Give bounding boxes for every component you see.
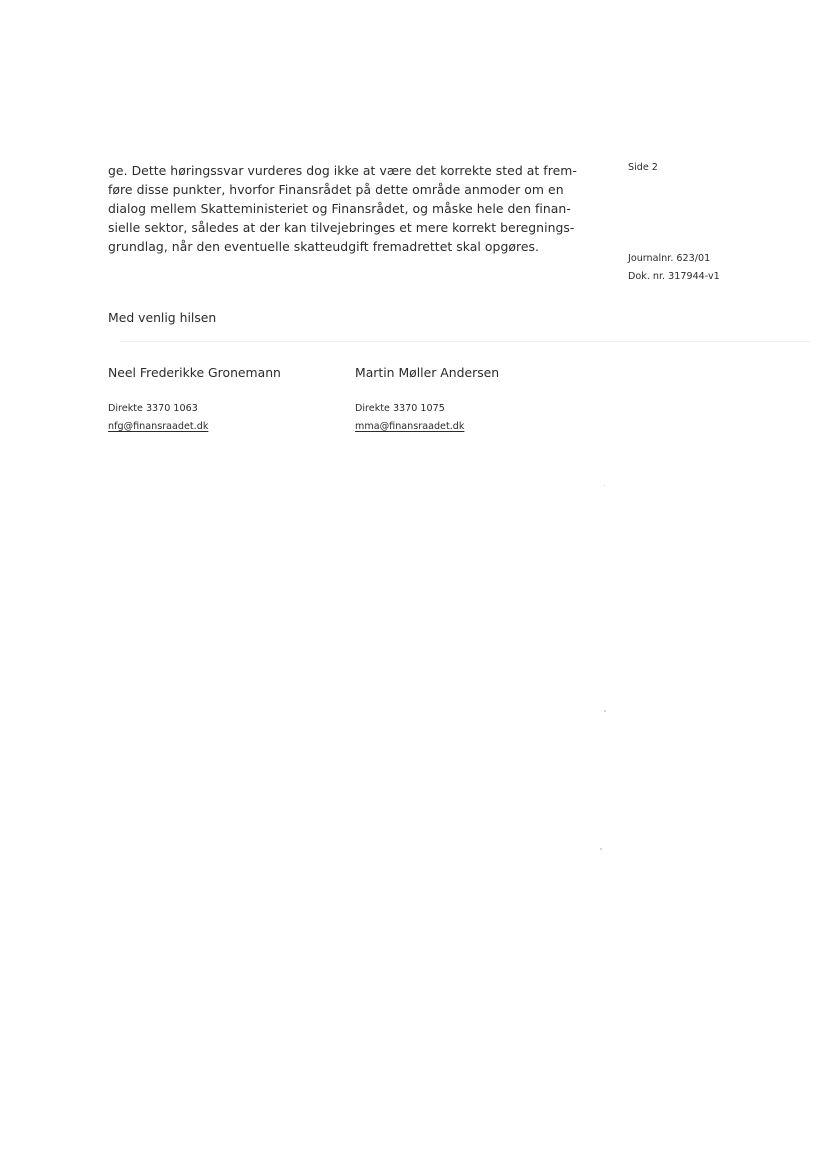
signatory-name: Martin Møller Andersen <box>355 365 500 380</box>
signatory-phone: Direkte 3370 1063 <box>108 403 198 414</box>
scan-artifact-speck <box>604 710 606 712</box>
scan-artifact-line <box>120 341 810 342</box>
letter-body-paragraph <box>108 161 588 256</box>
closing-salutation: Med venlig hilsen <box>108 310 217 325</box>
signatory-email-link[interactable]: mma@finansraadet.dk <box>355 421 465 432</box>
body-line: ge. Dette høringssvar vurderes dog ikke at være det korrekte sted at frem- <box>108 163 577 178</box>
signatory-name: Neel Frederikke Gronemann <box>108 365 281 380</box>
scan-artifact-speck <box>604 485 605 486</box>
document-reference-sidebar <box>628 161 788 282</box>
signatory-email-link[interactable]: nfg@finansraadet.dk <box>108 421 209 432</box>
body-line: dialog mellem Skatteministeriet og Finansrådet, og måske hele den finan- <box>108 201 571 216</box>
journal-number: Journalnr. 623/01 <box>628 253 711 264</box>
body-line: sielle sektor, således at der kan tilvejebringes et mere korrekt beregnings- <box>108 220 575 235</box>
scan-artifact-speck <box>600 848 602 850</box>
signatory-phone: Direkte 3370 1075 <box>355 403 445 414</box>
body-line: grundlag, når den eventuelle skatteudgift fremadrettet skal opgøres. <box>108 239 540 254</box>
signatory-block <box>355 364 585 434</box>
document-number: Dok. nr. 317944-v1 <box>628 271 720 282</box>
body-line: føre disse punkter, hvorfor Finansrådet på dette område anmoder om en <box>108 182 564 197</box>
page-number: Side 2 <box>628 162 658 173</box>
signatory-block <box>108 364 338 434</box>
